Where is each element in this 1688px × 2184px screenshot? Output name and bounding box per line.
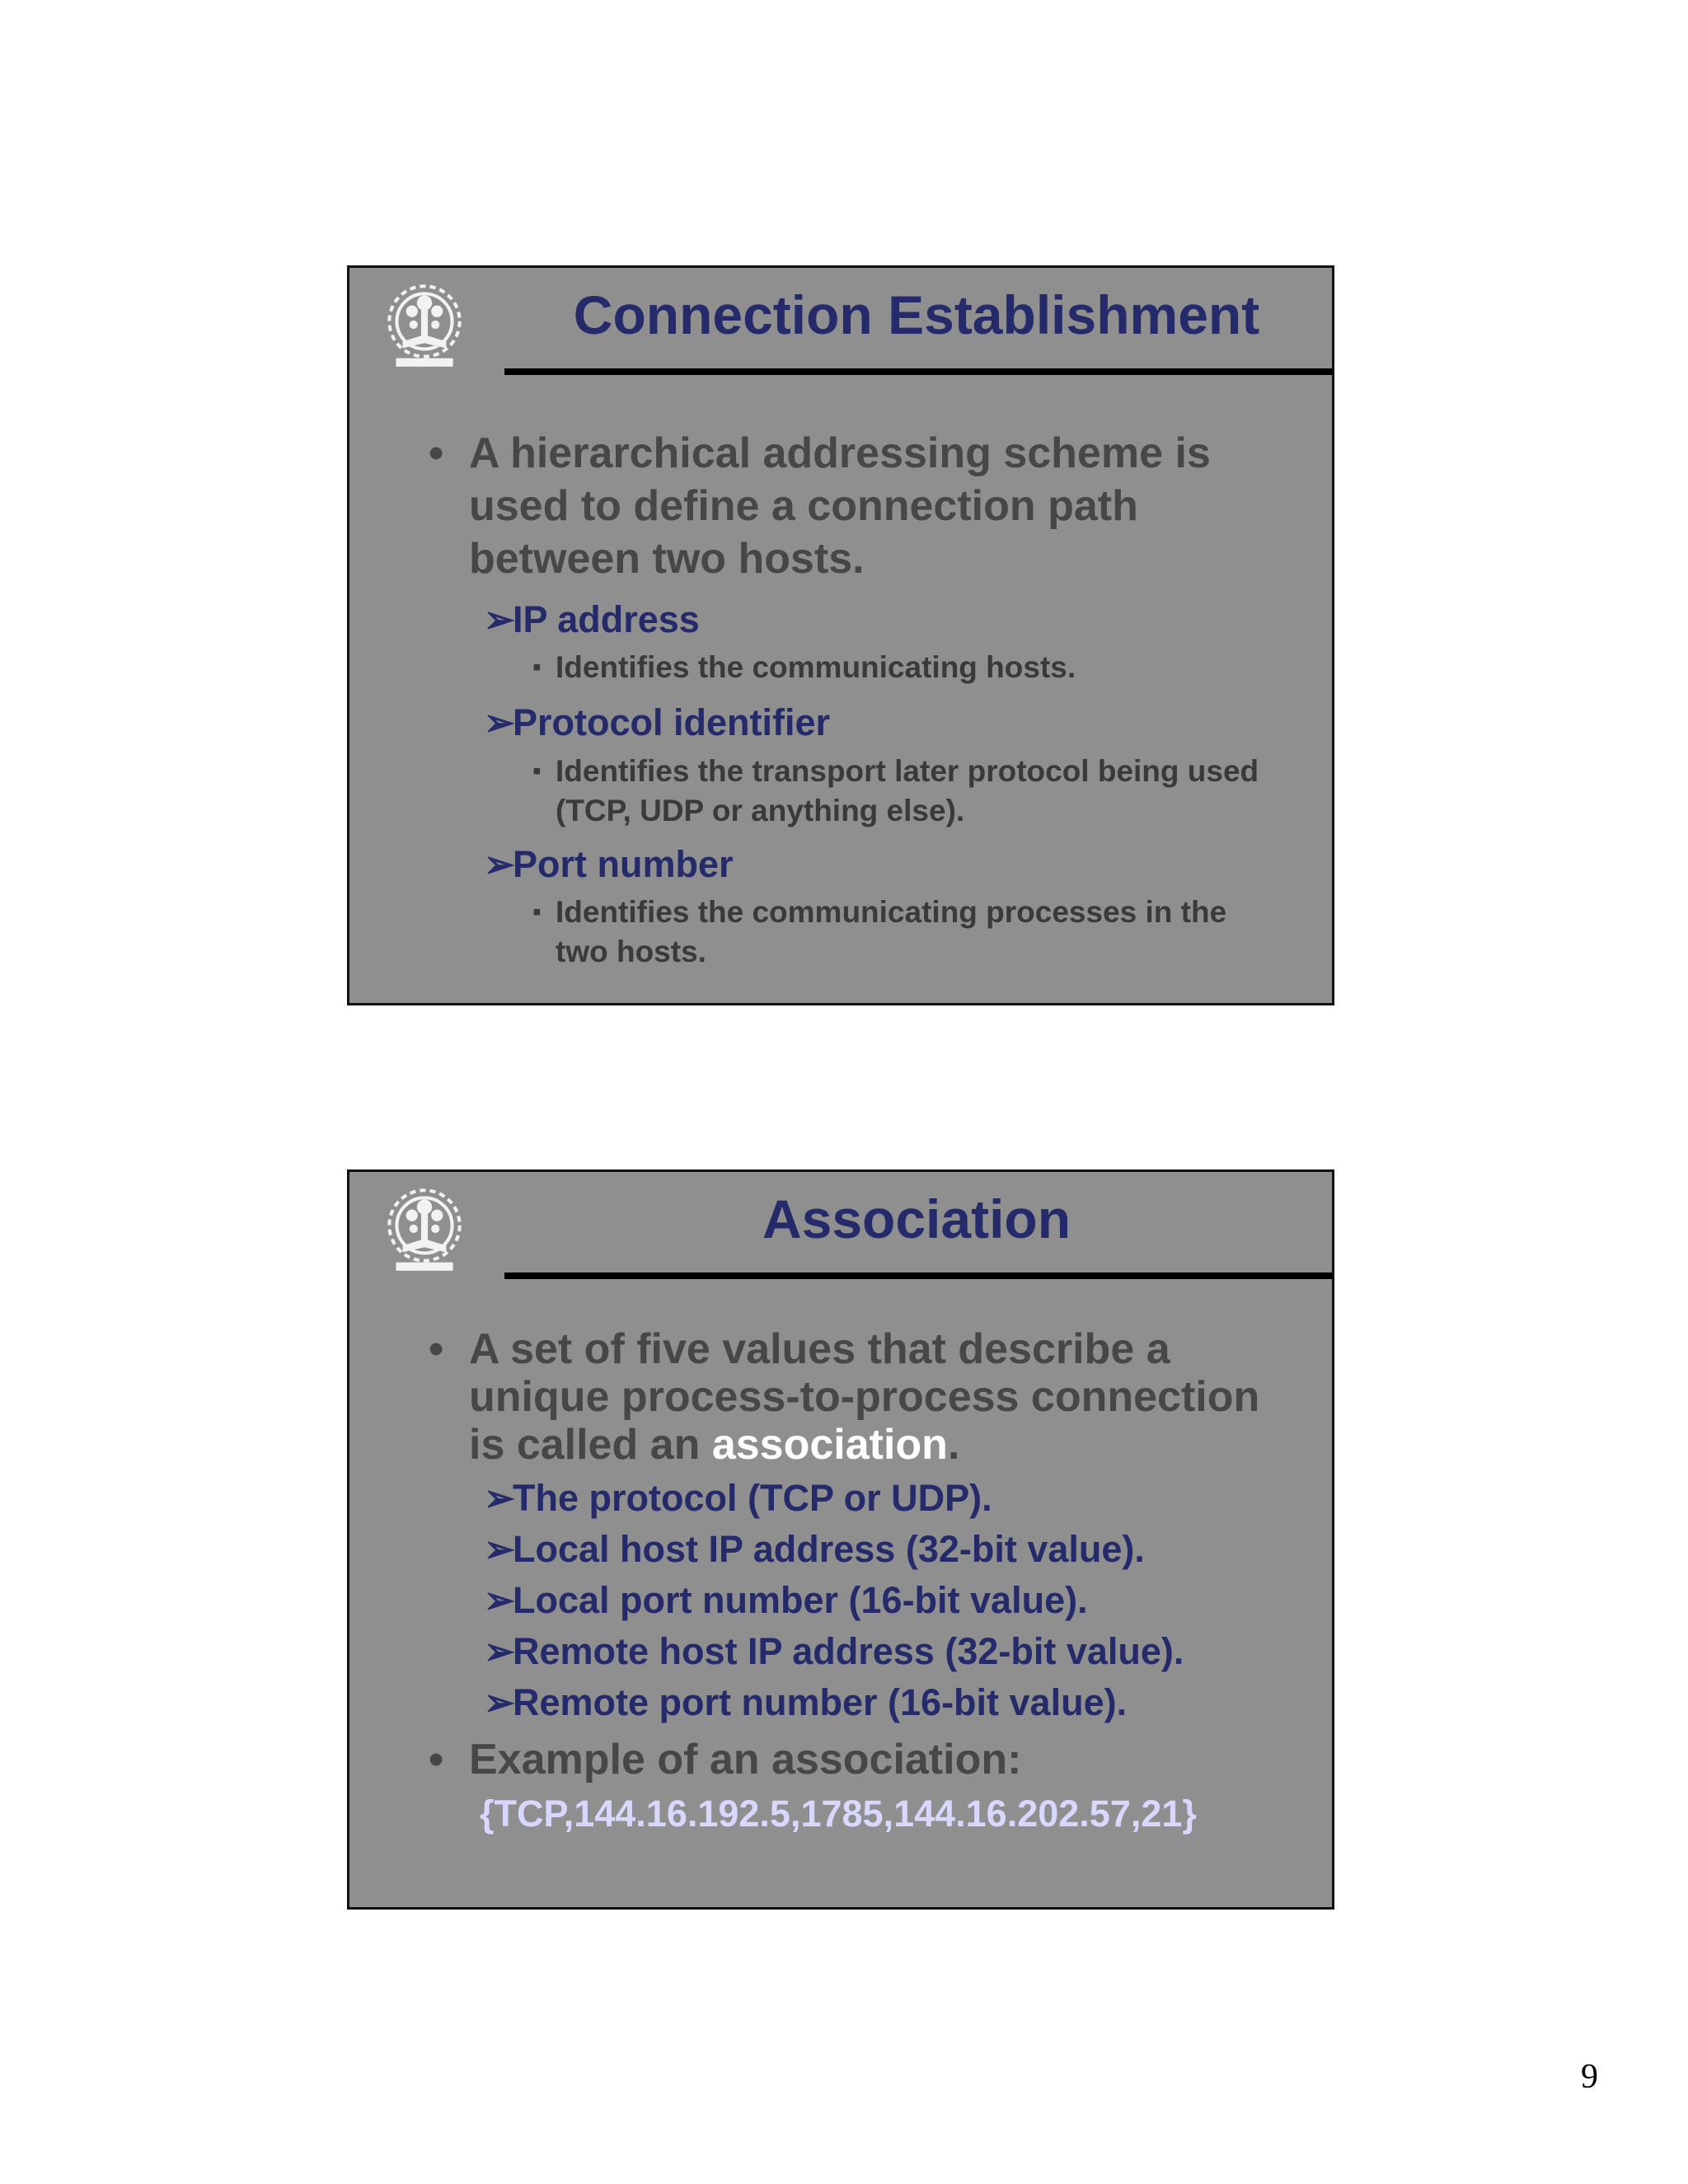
square-bullet-icon: ▪ bbox=[532, 654, 542, 681]
bullet-dot: • bbox=[429, 1736, 444, 1783]
sub-item-protocol-identifier bbox=[484, 701, 830, 744]
list-item bbox=[484, 1476, 992, 1520]
sub-item-label: IP address bbox=[513, 598, 700, 640]
association-highlight: association bbox=[711, 1421, 948, 1469]
square-bullet-icon: ▪ bbox=[532, 757, 542, 785]
bullet-text-suffix: . bbox=[947, 1421, 960, 1469]
bullet-text-prefix: A set of five values that describe a unique process-to-process connection is called an bbox=[469, 1325, 1260, 1469]
arrow-icon: ➢ bbox=[484, 1630, 515, 1672]
list-item-text: Remote host IP address (32-bit value). bbox=[513, 1630, 1184, 1672]
arrow-icon: ➢ bbox=[484, 843, 515, 885]
slide-title: Connection Establishment bbox=[573, 284, 1260, 345]
bullet-text: A hierarchical addressing scheme is used to define a connection path between two hosts. bbox=[469, 429, 1211, 583]
sub-item-label: Protocol identifier bbox=[513, 701, 831, 743]
arrow-icon: ➢ bbox=[484, 1579, 515, 1621]
list-item-text: The protocol (TCP or UDP). bbox=[513, 1477, 992, 1519]
arrow-icon: ➢ bbox=[484, 701, 515, 743]
bullet-dot: • bbox=[429, 1325, 444, 1373]
institute-emblem-icon bbox=[374, 1179, 475, 1279]
institute-emblem-icon bbox=[374, 274, 475, 375]
sub-item-ip-address bbox=[484, 598, 700, 641]
arrow-icon: ➢ bbox=[484, 1477, 515, 1519]
arrow-icon: ➢ bbox=[484, 1681, 515, 1723]
slide-connection-establishment bbox=[347, 265, 1334, 1005]
bullet-dot: • bbox=[429, 429, 444, 477]
title-underline bbox=[504, 1272, 1334, 1279]
list-item bbox=[484, 1578, 1088, 1622]
arrow-icon: ➢ bbox=[484, 598, 515, 640]
page-number: 9 bbox=[1581, 2058, 1598, 2096]
sub-item-port-number bbox=[484, 842, 734, 886]
sub-item-label: Port number bbox=[513, 843, 734, 885]
square-bullet-icon: ▪ bbox=[532, 898, 542, 926]
list-item bbox=[484, 1680, 1127, 1724]
bullet-text bbox=[469, 1325, 1277, 1469]
example-label: Example of an association: bbox=[469, 1736, 1022, 1783]
example-association-value: {TCP,144.16.192.5,1785,144.16.202.57,21} bbox=[480, 1793, 1197, 1835]
list-item bbox=[484, 1629, 1184, 1673]
arrow-icon: ➢ bbox=[484, 1528, 515, 1570]
detail-text: Identifies the communicating hosts. bbox=[556, 650, 1076, 684]
title-underline bbox=[504, 368, 1334, 375]
list-item bbox=[484, 1527, 1145, 1571]
slide-title: Association bbox=[762, 1188, 1071, 1249]
list-item-text: Remote port number (16-bit value). bbox=[513, 1681, 1128, 1723]
detail-text: Identifies the communicating processes in the two hosts. bbox=[556, 895, 1227, 968]
list-item-text: Local port number (16-bit value). bbox=[513, 1579, 1088, 1621]
list-item-text: Local host IP address (32-bit value). bbox=[513, 1528, 1145, 1570]
detail-text: Identifies the transport later protocol being used (TCP, UDP or anything else). bbox=[556, 754, 1259, 827]
slide-association bbox=[347, 1169, 1334, 1910]
